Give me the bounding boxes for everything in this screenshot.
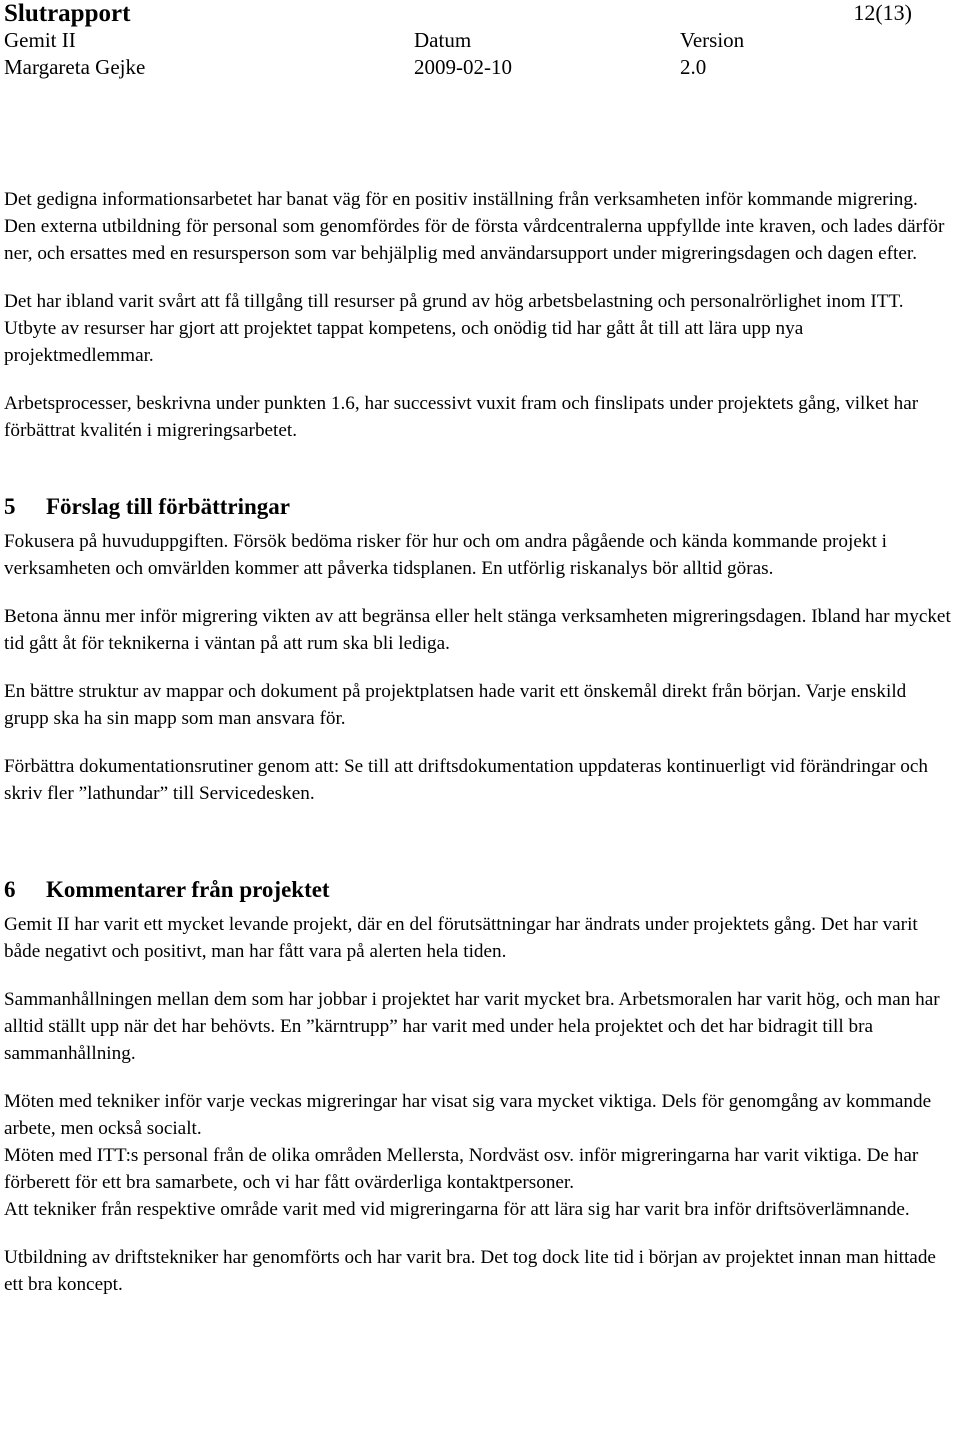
paragraph: Det har ibland varit svårt att få tillgång till resurser på grund av hög arbetsbelastning och personalrörlighet inom ITT. Utbyte av resurser har gjort att projektet tappat kompetens, och onödig tid har gått åt till att lära upp nya projektmedlemmar. — [4, 291, 904, 366]
section-heading-5 — [4, 493, 954, 521]
paragraph: Att tekniker från respektive område varit med vid migreringarna för att lära sig har varit bra inför driftsöverlämnande. — [4, 1199, 910, 1220]
date-label: Datum — [414, 28, 472, 52]
paragraph: Möten med ITT:s personal från de olika områden Mellersta, Nordväst osv. inför migreringarna har varit viktiga. De har förberett för ett bra samarbete, och vi har fått ovärderliga kontaktpersoner. — [4, 1145, 919, 1193]
project-name: Gemit II — [4, 28, 76, 52]
paragraph: Fokusera på huvuduppgiften. Försök bedöma risker för hur och om andra pågående och kända kommande projekt i verksamheten och omvärlden kommer att påverka tidsplanen. En utförlig riskanalys bör alltid göras. — [4, 531, 887, 579]
section-title: Kommentarer från projektet — [46, 877, 330, 902]
paragraph: Sammanhållningen mellan dem som har jobbar i projektet har varit mycket bra. Arbetsmoralen har varit hög, och man har alltid ställt upp när det har behövts. En ”kärntrupp” har varit med under hela projektet och det har bidragit till bra sammanhållning. — [4, 989, 940, 1064]
section-heading-6 — [4, 876, 954, 904]
section-number: 6 — [4, 877, 16, 902]
section-title: Förslag till förbättringar — [46, 494, 291, 519]
author-name: Margareta Gejke — [4, 55, 146, 79]
page-number: 12(13) — [853, 0, 912, 25]
paragraph: Möten med tekniker inför varje veckas migreringar har visat sig vara mycket viktiga. Dels för genomgång av kommande arbete, men också socialt. — [4, 1091, 932, 1139]
paragraph: Förbättra dokumentationsrutiner genom att: Se till att driftsdokumentation uppdateras kontinuerligt vid förändringar och skriv fler ”lathundar” till Servicedesken. — [4, 756, 928, 804]
paragraph: Betona ännu mer inför migrering vikten av att begränsa eller helt stänga verksamheten migreringsdagen. Ibland har mycket tid gått åt för teknikerna i väntan på att rum ska bli lediga. — [4, 606, 951, 654]
section-number: 5 — [4, 494, 16, 519]
version-value: 2.0 — [680, 55, 707, 79]
paragraph: Arbetsprocesser, beskrivna under punkten 1.6, har successivt vuxit fram och finslipats under projektets gång, vilket har förbättrat kvalitén i migreringsarbetet. — [4, 393, 919, 441]
paragraph: Utbildning av driftstekniker har genomförts och har varit bra. Det tog dock lite tid i början av projektet innan man hittade ett bra koncept. — [4, 1247, 936, 1295]
paragraph: Det gedigna informationsarbetet har banat väg för en positiv inställning från verksamheten inför kommande migrering. Den externa utbildning för personal som genomfördes för de första vårdcentralerna uppfyllde inte kraven, och lades därför ner, och ersattes med en resursperson som var behjälplig med användarsupport under migreringsdagen och dagen efter. — [4, 189, 945, 264]
date-value: 2009-02-10 — [414, 55, 512, 79]
paragraph: En bättre struktur av mappar och dokument på projektplatsen hade varit ett önskemål direkt från början. Varje enskild grupp ska ha sin mapp som man ansvara för. — [4, 681, 907, 729]
version-label: Version — [680, 28, 745, 52]
document-title: Slutrapport — [4, 0, 131, 27]
paragraph: Gemit II har varit ett mycket levande projekt, där en del förutsättningar har ändrats under projektets gång. Det har varit både negativt och positivt, man har fått vara på alerten hela tiden. — [4, 914, 918, 962]
document-body — [4, 186, 954, 1298]
